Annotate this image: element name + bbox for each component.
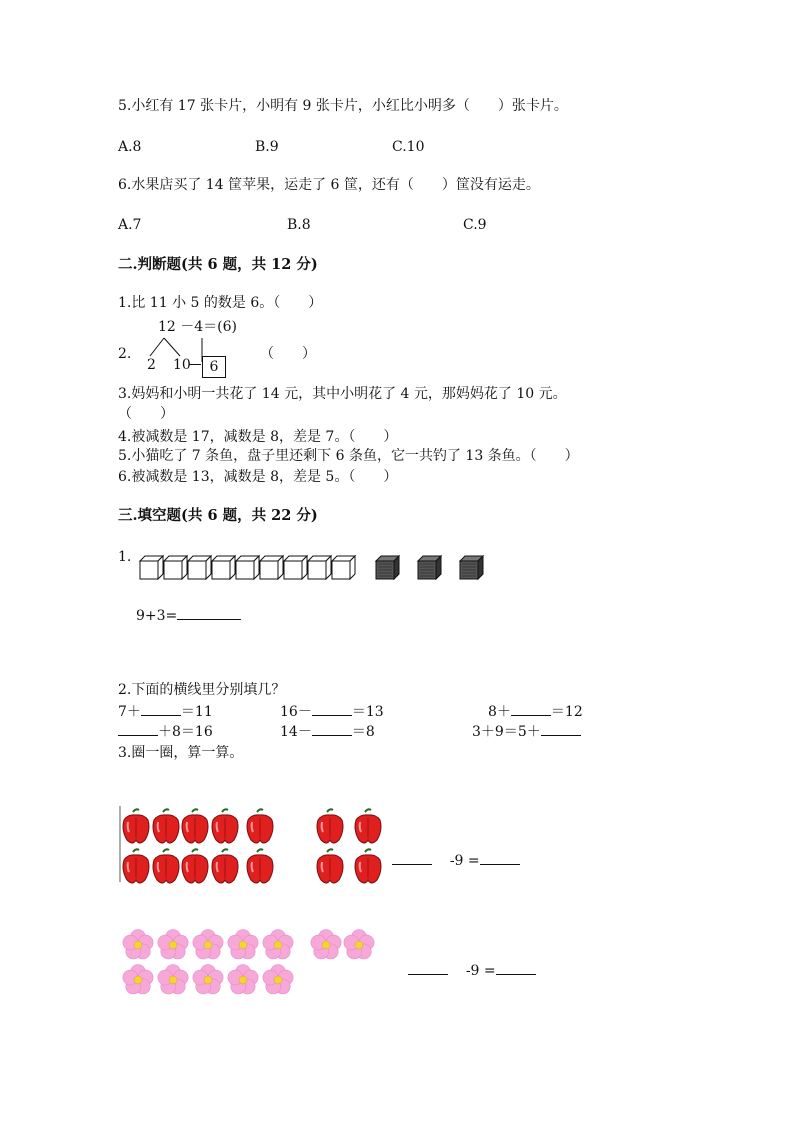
mc-q6-option-c: C.9 [463, 217, 487, 233]
white-cube [236, 556, 259, 579]
fill-q3-flowers [118, 926, 388, 998]
mc-q5-option-b: B.9 [255, 139, 279, 155]
judge-q2-paren: （ ） [260, 346, 316, 362]
answer-blank[interactable] [312, 723, 352, 736]
judge-q2-split-left: 2 [147, 357, 156, 373]
white-cube [140, 556, 163, 579]
flower-picture [193, 965, 223, 994]
answer-blank[interactable] [312, 703, 352, 716]
apple-picture [247, 809, 273, 843]
answer-blank[interactable] [141, 703, 181, 716]
apple-picture [182, 849, 208, 883]
judge-question-3-paren: （ ） [118, 406, 174, 422]
white-cube [164, 556, 187, 579]
flower-picture [344, 930, 374, 959]
judge-question-3: 3.妈妈和小明一共花了 14 元，其中小明花了 4 元，那妈妈花了 10 元。 [118, 386, 567, 402]
answer-blank[interactable] [118, 723, 158, 736]
dark-cube [460, 556, 483, 579]
judge-q2-connector [189, 364, 201, 365]
mc-q5-option-c: C.10 [392, 139, 425, 155]
fill-q3-title: 3.圈一圈，算一算。 [118, 745, 244, 761]
judge-question-1: 1.比 11 小 5 的数是 6。（ ） [118, 295, 323, 311]
flower-picture [311, 930, 341, 959]
eq-post: ＝13 [351, 704, 384, 720]
flower-picture [263, 930, 293, 959]
mc-question-5: 5.小红有 17 张卡片，小明有 9 张卡片，小红比小明多（ ）张卡片。 [118, 98, 568, 114]
apple-picture [212, 849, 238, 883]
minus-nine: -9 = [449, 853, 480, 869]
judge-q2-number: 2. [118, 346, 132, 362]
flower-picture [123, 930, 153, 959]
fill-q2-r2-c2 [280, 723, 375, 741]
fill-q2-r1-c2 [280, 703, 384, 721]
fill-q3-apple-equation [392, 852, 520, 870]
eq-pre: 3＋9＝5＋ [472, 724, 541, 740]
eq-post: ＝8 [351, 724, 375, 740]
judge-section-title: 二.判断题(共 6 题，共 12 分) [118, 256, 318, 273]
apple-picture [247, 849, 273, 883]
fill-q1-expr-text: 9+3= [136, 608, 178, 624]
judge-q2-expression: 12 －4＝(6) [158, 319, 238, 335]
eq-pre: 8＋ [488, 704, 511, 720]
eq-post: ＋8＝16 [158, 724, 213, 740]
judge-question-5: 5.小猫吃了 7 条鱼，盘子里还剩下 6 条鱼，它一共钓了 13 条鱼。（ ） [118, 448, 579, 464]
answer-blank[interactable] [511, 703, 551, 716]
judge-q2-split-right: 10 [173, 357, 191, 373]
dark-cube [376, 556, 399, 579]
fill-q1-expression [136, 607, 241, 625]
fill-q2-title: 2.下面的横线里分别填几？ [118, 682, 286, 698]
judge-q2-answer-box: 6 [202, 356, 226, 378]
minus-nine: -9 = [465, 963, 496, 979]
apple-picture [317, 809, 343, 843]
mc-q6-option-a: A.7 [118, 217, 142, 233]
answer-blank[interactable] [408, 962, 448, 975]
flower-picture [228, 965, 258, 994]
eq-pre: 16－ [280, 704, 312, 720]
fill-q1-number: 1. [118, 549, 132, 565]
mc-q5-option-a: A.8 [118, 139, 142, 155]
eq-pre: 14－ [280, 724, 312, 740]
apple-picture [153, 849, 179, 883]
eq-post: ＝11 [180, 704, 213, 720]
flower-picture [158, 965, 188, 994]
dark-cube [418, 556, 441, 579]
mc-question-6: 6.水果店买了 14 筐苹果，运走了 6 筐，还有（ ）筐没有运走。 [118, 177, 540, 193]
white-cube [260, 556, 283, 579]
eq-pre: 7＋ [118, 704, 141, 720]
white-cube [284, 556, 307, 579]
apple-picture [182, 809, 208, 843]
answer-blank[interactable] [496, 962, 536, 975]
apple-picture [355, 849, 381, 883]
answer-blank[interactable] [392, 852, 432, 865]
flower-picture [263, 965, 293, 994]
fill-q2-r1-c1 [118, 703, 213, 721]
flower-picture [123, 965, 153, 994]
apple-picture [123, 849, 149, 883]
judge-question-4: 4.被减数是 17，减数是 8，差是 7。（ ） [118, 429, 398, 445]
fill-section-title: 三.填空题(共 6 题，共 22 分) [118, 507, 318, 524]
answer-blank[interactable] [480, 852, 520, 865]
white-cube [332, 556, 355, 579]
eq-post: ＝12 [550, 704, 583, 720]
answer-blank[interactable] [541, 723, 581, 736]
apple-picture [212, 809, 238, 843]
flower-picture [158, 930, 188, 959]
fill-q3-flower-equation [408, 962, 536, 980]
fill-q1-cubes [138, 554, 498, 584]
mc-q6-option-b: B.8 [287, 217, 311, 233]
white-cube [308, 556, 331, 579]
fill-q2-r2-c3 [472, 723, 581, 741]
judge-question-6: 6.被减数是 13，减数是 8，差是 5。（ ） [118, 469, 398, 485]
white-cube [212, 556, 235, 579]
flower-picture [228, 930, 258, 959]
apple-picture [317, 849, 343, 883]
fill-q1-blank[interactable] [177, 607, 241, 620]
apple-picture [355, 809, 381, 843]
apple-picture [153, 809, 179, 843]
white-cube [188, 556, 211, 579]
fill-q2-r2-c1 [118, 723, 213, 741]
apple-picture [123, 809, 149, 843]
flower-picture [193, 930, 223, 959]
fill-q2-r1-c3 [488, 703, 583, 721]
fill-q3-apples [118, 806, 388, 886]
